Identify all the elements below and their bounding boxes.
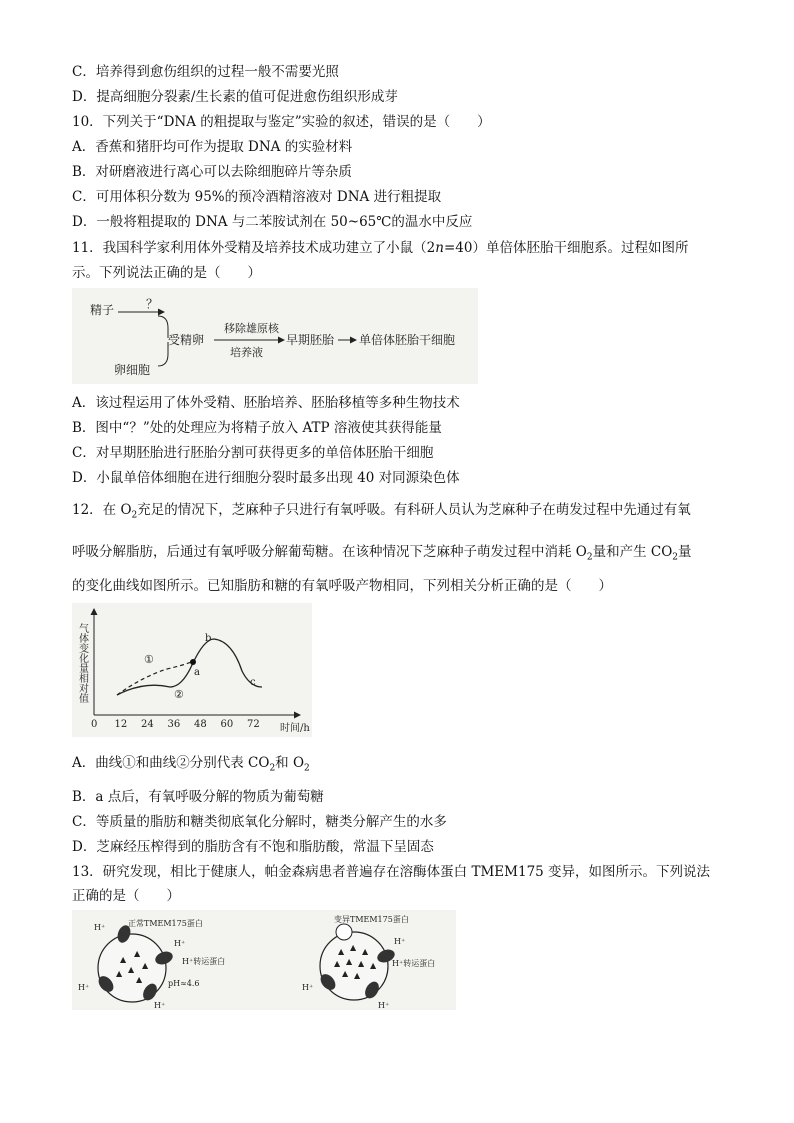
fig13-mutant-lysosome [302, 914, 435, 1010]
fig12-label-b: b [205, 633, 212, 644]
q9-option-d: D．提高细胞分裂素/生长素的值可促进愈伤组织形成芽 [72, 89, 398, 105]
fig13-ph-label: pH≈4.6 [168, 979, 200, 988]
fig12-ticks [91, 719, 260, 730]
q11-process-figure [72, 288, 478, 384]
q10-option-a: A．香蕉和猪肝均可作为提取 DNA 的实验材料 [72, 139, 353, 155]
svg-text:▲: ▲ [128, 965, 135, 974]
q10-option-c: C．可用体积分数为 95%的预冷酒精溶液对 DNA 进行粗提取 [72, 189, 442, 205]
fig13-h-7: H⁺ [378, 1001, 390, 1010]
fig11-result: 单倍体胚胎干细胞 [359, 333, 456, 347]
svg-text:▲: ▲ [142, 961, 149, 970]
svg-text:▲: ▲ [362, 947, 369, 956]
q10-option-b: B．对研磨液进行离心可以去除细胞碎片等杂质 [72, 164, 352, 180]
svg-text:▲: ▲ [334, 959, 341, 968]
q13-stem-line2: 正确的是（ ） [72, 888, 180, 904]
fig13-h-3: H⁺ [78, 983, 90, 992]
q12-gas-chart [72, 603, 312, 737]
q11-option-a: A．该过程运用了体外受精、胚胎培养、胚胎移植等多种生物技术 [72, 395, 460, 411]
fig12-label-1: ① [144, 653, 154, 666]
q13-stem-line1: 13．研究发现，相比于健康人，帕金森病患者普遍存在溶酶体蛋白 TMEM175 变异，如图所示。下列说法 [72, 864, 711, 880]
fig12-label-c: c [250, 677, 256, 688]
fig11-medium-label: 培养液 [230, 346, 263, 359]
q12-stem-line3: 的变化曲线如图所示。已知脂肪和糖的有氧呼吸产物相同，下列相关分析正确的是（ ） [72, 578, 612, 594]
fig13-h-5: H⁺ [394, 937, 406, 946]
q11-option-b: B．图中“？”处的处理应为将精子放入 ATP 溶液使其获得能量 [72, 420, 442, 436]
q12-option-d: D．芝麻经压榨得到的脂肪含有不饱和脂肪酸，常温下呈固态 [72, 839, 434, 855]
fig11-question: ？ [146, 297, 159, 311]
svg-text:▲: ▲ [116, 969, 123, 978]
fig13-h-6: H⁺ [302, 983, 314, 992]
fig12-tick-12: 12 [114, 719, 128, 730]
q12-stem-line2: 呼吸分解脂肪，后通过有氧呼吸分解葡萄糖。在该种情况下芝麻种子萌发过程中消耗 $O_2$量和产生 $CO_2$量 [72, 544, 692, 563]
fig13-h-2: H⁺ [174, 939, 186, 948]
q12-option-b: B．a 点后，有氧呼吸分解的物质为葡萄糖 [72, 789, 324, 805]
fig13-transporter-label-1: H⁺转运蛋白 [182, 957, 226, 966]
fig12-tick-24: 24 [141, 719, 154, 730]
fig13-normal-label: 正常TMEM175蛋白 [128, 919, 203, 928]
fig13-normal-lysosome [78, 918, 225, 1010]
fig11-remove-label: 移除雄原核 [224, 322, 279, 335]
fig12-curve2 [117, 639, 262, 695]
fig12-ylabel: 气体变化量相对值 [76, 623, 88, 703]
svg-text:▲: ▲ [338, 947, 345, 956]
q11-option-d: D．小鼠单倍体细胞在进行细胞分裂时最多出现 40 对同源染色体 [72, 470, 460, 486]
svg-text:▲: ▲ [342, 969, 349, 978]
fig12-point-a [190, 659, 196, 665]
q12-option-c: C．等质量的脂肪和糖类彻底氧化分解时，糖类分解产生的水多 [72, 814, 447, 830]
svg-text:▲: ▲ [354, 971, 361, 980]
fig13-h-1: H⁺ [94, 923, 106, 932]
q9-option-c: C．培养得到愈伤组织的过程一般不需要光照 [72, 64, 339, 80]
fig11-fertilized: 受精卵 [168, 333, 205, 347]
fig12-tick-72: 72 [247, 719, 260, 730]
fig11-sperm: 精子 [90, 303, 115, 317]
q11-option-c: C．对早期胚胎进行胚胎分割可获得更多的单倍体胚胎干细胞 [72, 445, 434, 461]
fig12-tick-36: 36 [167, 719, 181, 730]
q11-stem-line2: 示。下列说法正确的是（ ） [72, 265, 261, 281]
q12-stem-line1: 12．在 $O_2$充足的情况下，芝麻种子只进行有氧呼吸。有科研人员认为芝麻种子在萌发过程中先通过有氧 [72, 502, 691, 521]
fig12-tick-48: 48 [194, 719, 207, 730]
fig11-early-embryo: 早期胚胎 [286, 333, 335, 347]
fig12-xlabel: 时间/h [280, 723, 310, 734]
svg-text:▲: ▲ [346, 957, 353, 966]
fig11-egg: 卵细胞 [114, 363, 151, 377]
q13-lysosome-figure [72, 910, 456, 1010]
fig12-label-a: a [194, 667, 200, 678]
fig12-label-2: ② [174, 688, 184, 701]
fig13-h-4: H⁺ [154, 1001, 166, 1010]
svg-text:▲: ▲ [120, 955, 127, 964]
fig13-mutant-label: 变异TMEM175蛋白 [334, 915, 409, 924]
q12-option-a: A．曲线①和曲线②分别代表 $CO_2$和 $O_2$ [72, 755, 310, 774]
fig12-tick-0: 0 [91, 719, 98, 730]
svg-text:▲: ▲ [370, 961, 377, 970]
svg-text:▲: ▲ [350, 943, 357, 952]
svg-text:▲: ▲ [134, 949, 141, 958]
svg-text:▲: ▲ [358, 959, 365, 968]
q10-option-d: D．一般将粗提取的 DNA 与二苯胺试剂在 50~65℃的温水中反应 [72, 214, 473, 230]
q11-stem-line1: 11．我国科学家利用体外受精及培养技术成功建立了小鼠（2n=40）单倍体胚胎干细胞系。过程如图所 [72, 240, 689, 256]
svg-text:▲: ▲ [136, 975, 143, 984]
q10-stem: 10．下列关于“DNA 的粗提取与鉴定”实验的叙述，错误的是（ ） [72, 114, 491, 130]
fig12-tick-60: 60 [220, 719, 234, 730]
fig13-transporter-label-2: H⁺转运蛋白 [392, 959, 436, 968]
